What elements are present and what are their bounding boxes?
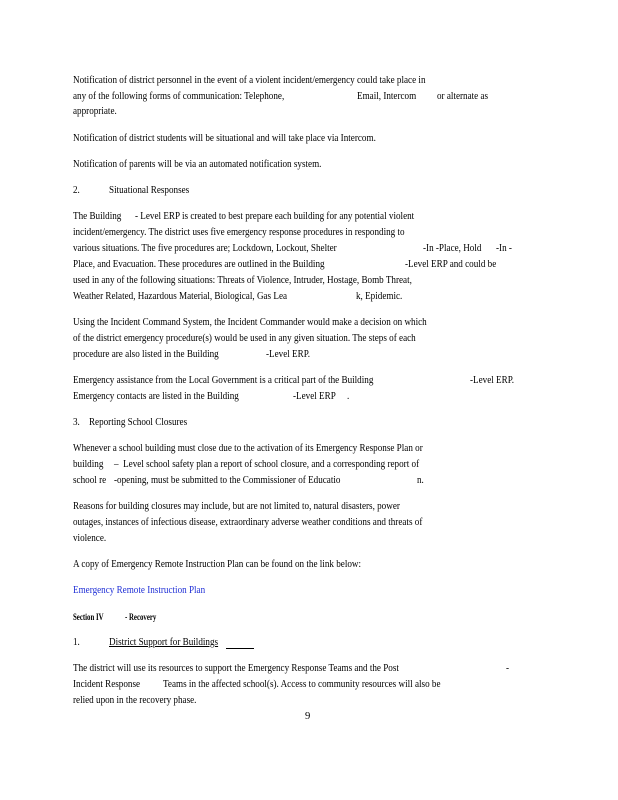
p3-text: Notification of parents will be via an automated notification system. bbox=[73, 159, 322, 170]
p4-line-4b: -Level ERP and could be bbox=[405, 259, 497, 270]
section4-title: - Recovery bbox=[125, 613, 157, 623]
p5-line-1: Using the Incident Command System, the Incident Commander would make a decision on which bbox=[73, 317, 427, 328]
sub1-number: 1. bbox=[73, 637, 80, 648]
p9-text: A copy of Emergency Remote Instruction Plan can be found on the link below: bbox=[73, 559, 362, 570]
p4-line-3b: -In -Place, Hold bbox=[423, 243, 482, 254]
p4-line-6a: Weather Related, Hazardous Material, Biological, Gas Lea bbox=[73, 291, 288, 302]
p1-line-2b: Email, Intercom bbox=[357, 91, 417, 102]
p1-line-3: appropriate. bbox=[73, 106, 117, 117]
p7-line-3b: -opening, must be submitted to the Commissioner of Educatio bbox=[114, 475, 341, 486]
section2-title: Situational Responses bbox=[109, 185, 190, 196]
sub1-title: District Support for Buildings bbox=[109, 637, 219, 648]
p4-line-5: used in any of the following situations: Threats of Violence, Intruder, Hostage, Bomb Threat, bbox=[73, 275, 412, 286]
p5-line-3b: -Level ERP. bbox=[266, 349, 311, 360]
p6-line-2c: . bbox=[347, 391, 350, 402]
section4-label: Section IV bbox=[73, 613, 104, 623]
p6-line-1b: -Level ERP. bbox=[470, 375, 515, 386]
p7-line-2a: building bbox=[73, 459, 104, 470]
remote-instruction-plan-link[interactable]: Emergency Remote Instruction Plan bbox=[73, 585, 206, 596]
p4-line-3a: various situations. The five procedures are; Lockdown, Lockout, Shelter bbox=[73, 243, 337, 254]
sub1-underline-extension bbox=[226, 648, 254, 649]
section3-title: 3. Reporting School Closures bbox=[73, 417, 188, 428]
section2-number: 2. bbox=[73, 185, 80, 196]
p10-line-2b: Teams in the affected school(s). Access to community resources will also be bbox=[163, 679, 441, 690]
p6-line-1a: Emergency assistance from the Local Government is a critical part of the Building bbox=[73, 375, 374, 386]
p8-line-3: violence. bbox=[73, 533, 107, 544]
p4-line-3c: -In - bbox=[496, 243, 512, 254]
p1-line-2a: any of the following forms of communication: Telephone, bbox=[73, 91, 285, 102]
p7-line-2b: – Level school safety plan a report of school closure, and a corresponding report of bbox=[114, 459, 420, 470]
p7-line-3c: n. bbox=[417, 475, 424, 486]
p2-text: Notification of district students will be situational and will take place via Intercom. bbox=[73, 133, 376, 144]
p6-line-2a: Emergency contacts are listed in the Building bbox=[73, 391, 239, 402]
p4-line-6b: k, Epidemic. bbox=[356, 291, 403, 302]
p6-line-2b: -Level ERP bbox=[293, 391, 336, 402]
p10-line-3: relied upon in the recovery phase. bbox=[73, 695, 197, 706]
p5-line-3a: procedure are also listed in the Building bbox=[73, 349, 219, 360]
p10-line-2a: Incident Response bbox=[73, 679, 141, 690]
p7-line-3a: school re bbox=[73, 475, 107, 486]
p7-line-1: Whenever a school building must close due to the activation of its Emergency Response Plan or bbox=[73, 443, 423, 454]
p4-line-2: incident/emergency. The district uses five emergency response procedures in responding to bbox=[73, 227, 405, 238]
p8-line-1: Reasons for building closures may include, but are not limited to, natural disasters, power bbox=[73, 501, 400, 512]
p10-line-1a: The district will use its resources to support the Emergency Response Teams and the Post bbox=[73, 663, 399, 674]
p4-line-4a: Place, and Evacuation. These procedures are outlined in the Building bbox=[73, 259, 325, 270]
page-number: 9 bbox=[305, 711, 311, 722]
p10-line-1b: - bbox=[506, 663, 510, 674]
p4-line-1a: The Building bbox=[73, 211, 122, 222]
p5-line-2: of the district emergency procedure(s) would be used in any given situation. The steps of each bbox=[73, 333, 416, 344]
p1-line-1: Notification of district personnel in the event of a violent incident/emergency could take place in bbox=[73, 75, 426, 86]
p8-line-2: outages, instances of infectious disease, extraordinary adverse weather conditions and threats of bbox=[73, 517, 423, 528]
p4-line-1b: - Level ERP is created to best prepare each building for any potential violent bbox=[135, 211, 415, 222]
p1-line-2c: or alternate as bbox=[437, 91, 489, 102]
